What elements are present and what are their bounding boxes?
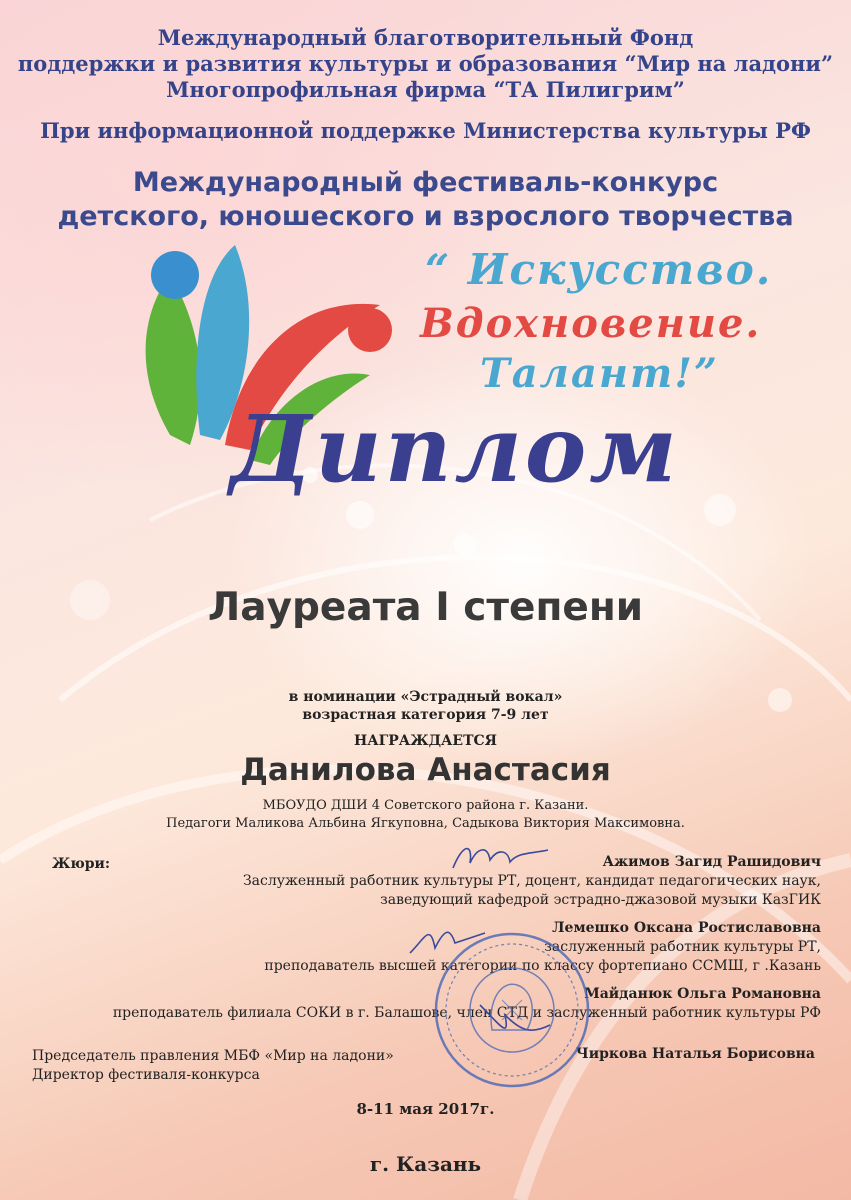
festival-line-2: детского, юношеского и взрослого творчества: [57, 201, 794, 232]
awardee-teachers: Педагоги Маликова Альбина Ягкуповна, Садыкова Виктория Максимовна.: [166, 816, 685, 831]
jury-member-1-name: Ажимов Загид Рашидович: [602, 854, 821, 870]
degree-title: Лауреата I степени: [207, 585, 644, 630]
age-category: возрастная категория 7-9 лет: [302, 707, 549, 723]
nomination: в номинации «Эстрадный вокал»: [288, 689, 563, 705]
festival-date: 8-11 мая 2017г.: [356, 1100, 495, 1118]
festival-line-1: Международный фестиваль-конкурс: [132, 167, 719, 198]
jury-label: Жюри:: [52, 856, 111, 872]
jury-member-2-desc-2: преподаватель высшей категории по классу фортепиано ССМШ, г .Казань: [264, 958, 821, 974]
motto-line-3: Талант!”: [480, 350, 719, 397]
jury-member-1-desc-2: заведующий кафедрой эстрадно-джазовой музыки КазГИК: [380, 892, 821, 908]
festival-city: г. Казань: [369, 1152, 482, 1176]
header-line-1: Международный благотворительный Фонд: [157, 25, 694, 50]
jury-member-3-desc-1: преподаватель филиала СОКИ в г. Балашове, член СТД и заслуженный работник культуры РФ: [112, 1005, 821, 1021]
motto-line-1: “ Искусство.: [425, 245, 773, 294]
header-line-3: Многопрофильная фирма “ТА Пилигрим”: [166, 77, 685, 102]
awardee-school: МБОУДО ДШИ 4 Советского района г. Казани.: [262, 798, 589, 813]
jury-member-2-desc-1: заслуженный работник культуры РТ,: [544, 939, 821, 955]
motto-line-2: Вдохновение.: [420, 300, 762, 347]
awarded-label: НАГРАЖДАЕТСЯ: [353, 733, 498, 749]
official-stamp-icon: [432, 930, 592, 1090]
diploma-title: Диплом: [230, 395, 680, 503]
chair-title-2: Директор фестиваля-конкурса: [32, 1067, 260, 1083]
awardee-name: Данилова Анастасия: [240, 752, 611, 788]
signature-1-icon: [448, 838, 558, 878]
jury-member-2-name: Лемешко Оксана Ростиславовна: [552, 920, 821, 936]
chair-name: Чиркова Наталья Борисовна: [575, 1046, 815, 1062]
chair-title-1: Председатель правления МБФ «Мир на ладони»: [32, 1048, 394, 1064]
header-line-2: поддержки и развития культуры и образования “Мир на ладони”: [17, 51, 834, 76]
support-line: При информационной поддержке Министерства культуры РФ: [40, 118, 811, 143]
jury-member-1-desc-1: Заслуженный работник культуры РТ, доцент, кандидат педагогических наук,: [242, 873, 821, 889]
jury-member-3-name: Майданюк Ольга Романовна: [584, 986, 821, 1002]
